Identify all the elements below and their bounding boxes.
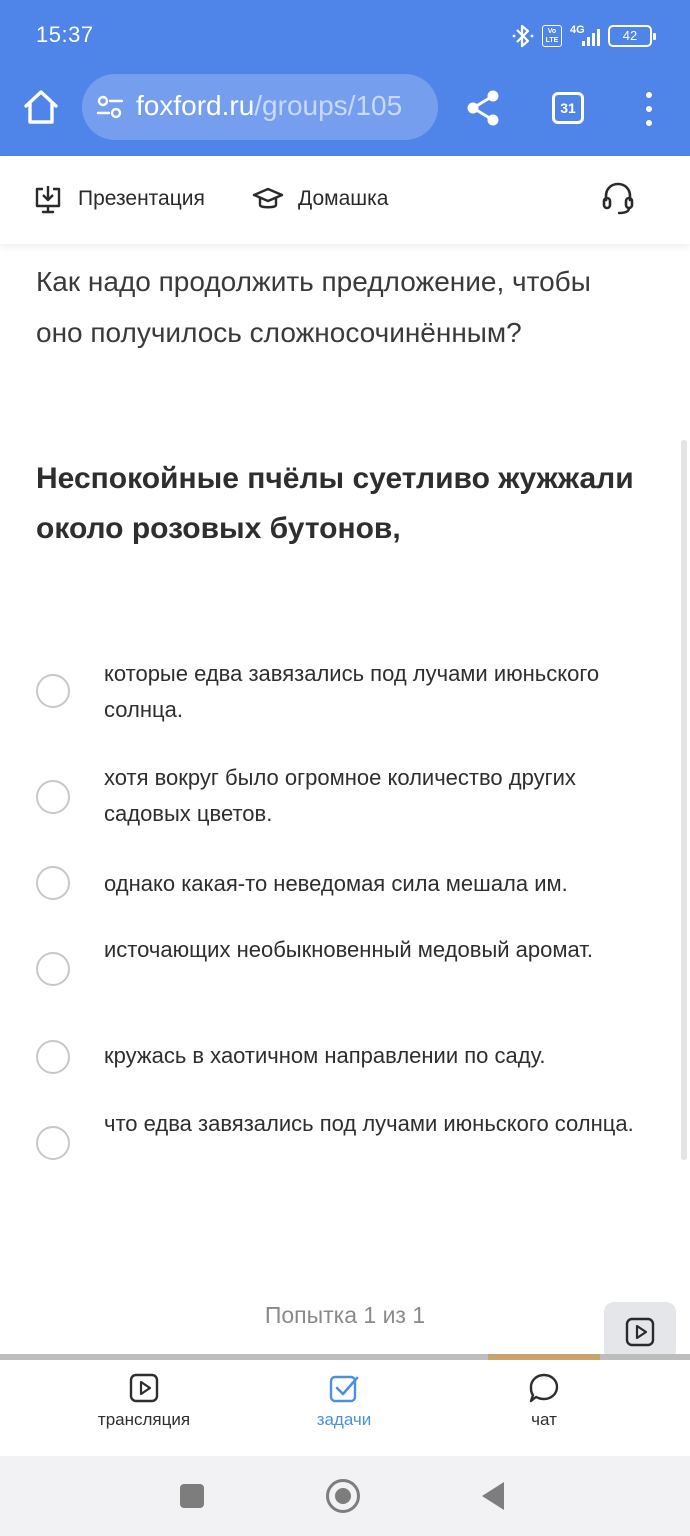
tab-switcher-button[interactable]: 31 <box>552 92 584 124</box>
url-text[interactable] <box>136 90 402 122</box>
option-text: кружась в хаотичном направлении по саду. <box>104 1043 546 1068</box>
chat-bubble-icon <box>528 1372 560 1404</box>
browser-chrome <box>0 0 690 156</box>
option-text: хотя вокруг было огромное количество других садовых цветов. <box>104 765 576 826</box>
question-text: Как надо продолжить предложение, чтобы оно получилось сложносочинённым? <box>36 266 591 348</box>
answer-option[interactable] <box>36 1106 656 1188</box>
answer-option[interactable] <box>36 1038 656 1078</box>
system-home-button[interactable] <box>326 1479 360 1513</box>
answer-option[interactable] <box>36 932 656 1014</box>
tab-chat[interactable] <box>454 1372 634 1430</box>
network-type: 4G <box>570 24 585 36</box>
support-headset-icon[interactable] <box>600 180 636 216</box>
site-settings-icon[interactable] <box>96 94 124 120</box>
radio-button[interactable] <box>36 1040 70 1074</box>
share-icon[interactable] <box>464 88 502 128</box>
status-time: 15:37 <box>36 22 94 47</box>
url-host: foxford.ru <box>136 90 255 121</box>
tab-chat-label: чат <box>531 1410 557 1429</box>
answer-option[interactable] <box>36 754 656 836</box>
radio-button[interactable] <box>36 952 70 986</box>
checkbox-icon <box>328 1372 360 1404</box>
back-button[interactable] <box>482 1482 504 1510</box>
presentation-label: Презентация <box>78 187 205 210</box>
video-float-button[interactable] <box>604 1302 676 1360</box>
graduation-cap-icon <box>252 183 284 215</box>
bluetooth-icon <box>512 23 534 49</box>
status-icons <box>512 22 652 50</box>
bottom-tab-bar <box>0 1360 690 1456</box>
home-icon[interactable] <box>22 88 60 126</box>
volte-icon: Vo LTE <box>542 25 562 47</box>
play-square-icon <box>625 1317 655 1347</box>
attempt-counter: Попытка 1 из 1 <box>264 1302 426 1328</box>
answer-option[interactable] <box>36 650 656 732</box>
download-presentation-icon <box>32 183 64 215</box>
option-text: которые едва завязались под лучами июньского солнца. <box>104 661 600 722</box>
tab-tasks-label: задачи <box>316 1410 372 1429</box>
radio-button[interactable] <box>36 1126 70 1160</box>
status-bar <box>0 0 690 72</box>
answer-option[interactable] <box>36 864 656 904</box>
option-text: что едва завязались под лучами июньского солнца. <box>104 1111 634 1136</box>
task-sentence: Неспокойные пчёлы суетливо жужжали около розовых бутонов, <box>36 462 634 545</box>
recents-button[interactable] <box>180 1484 204 1508</box>
signal-icon <box>570 24 600 48</box>
radio-button[interactable] <box>36 674 70 708</box>
tab-broadcast[interactable] <box>54 1372 234 1430</box>
play-square-icon <box>128 1372 160 1404</box>
battery-icon: 42 <box>608 25 652 47</box>
url-path: /groups/105 <box>254 90 403 121</box>
homework-button[interactable] <box>252 182 388 216</box>
overflow-menu-button[interactable] <box>636 92 662 126</box>
homework-label: Домашка <box>298 187 389 210</box>
scrollbar[interactable] <box>681 440 687 1160</box>
address-bar[interactable] <box>82 74 438 140</box>
tab-broadcast-label: трансляция <box>97 1410 191 1429</box>
radio-button[interactable] <box>36 866 70 900</box>
option-text: однако какая-то неведомая сила мешала им. <box>104 871 568 896</box>
app-toolbar <box>0 156 690 244</box>
radio-button[interactable] <box>36 780 70 814</box>
presentation-button[interactable] <box>32 182 205 216</box>
option-text: источающих необыкновенный медовый аромат. <box>104 937 593 962</box>
tab-tasks[interactable] <box>254 1372 434 1430</box>
